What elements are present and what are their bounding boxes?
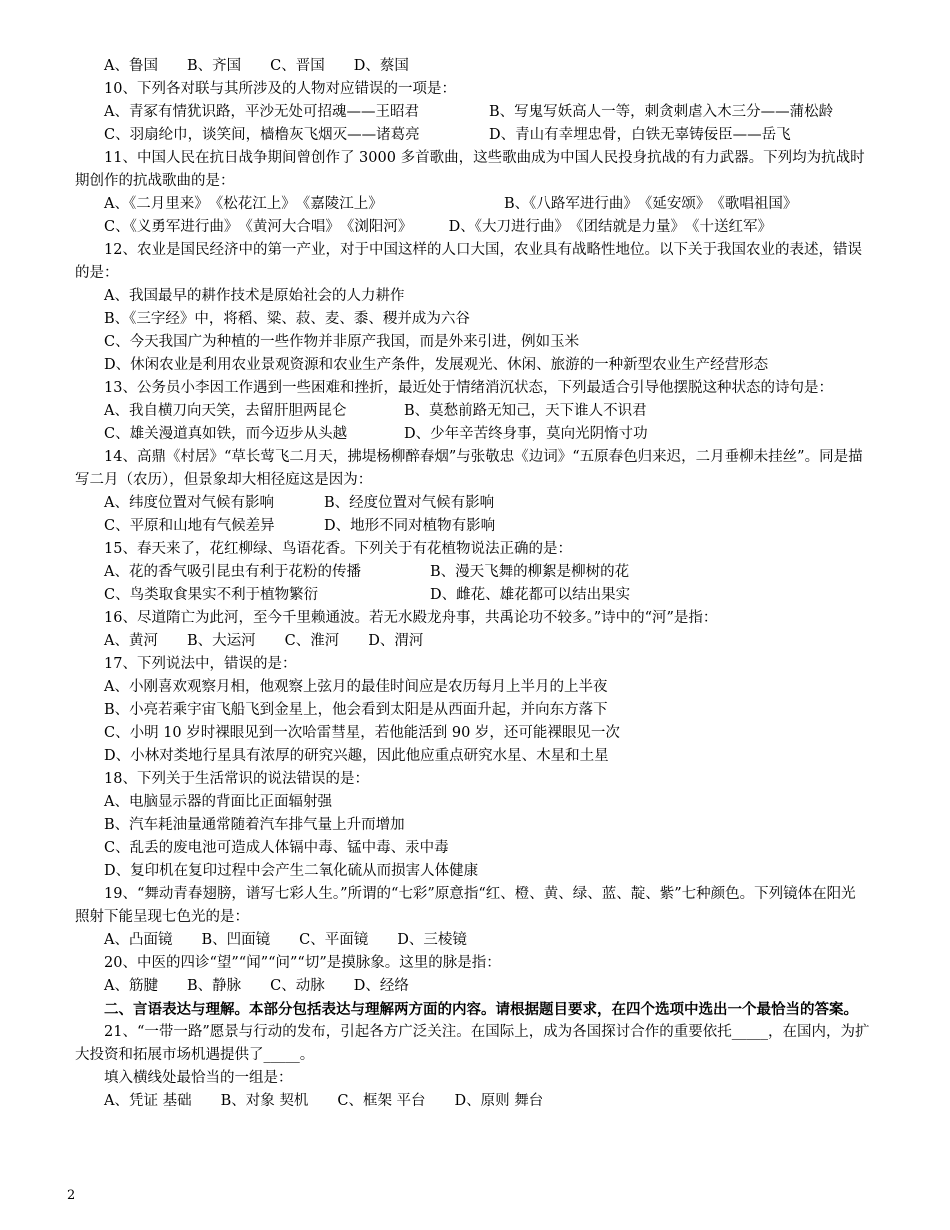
- q10-option-a: A、青冢有情犹识路，平沙无处可招魂——王昭君: [104, 104, 419, 120]
- q17-option-d: D、小林对类地行星具有浓厚的研究兴趣，因此他应重点研究水星、木星和土星: [104, 748, 609, 764]
- q14-options-row1: [75, 492, 870, 515]
- q17-option-b: B、小亮若乘宇宙飞船飞到金星上，他会看到太阳是从西面升起，并向东方落下: [104, 702, 608, 718]
- q12-option-d: D、休闲农业是利用农业景观资源和农业生产条件，发展观光、休闲、旅游的一种新型农业生产经营形态: [104, 357, 769, 373]
- q14-stem: 14、高鼎《村居》“草长莺飞二月天，拂堤杨柳醉春烟”与张敬忠《边词》“五原春色归来迟，二月垂柳未挂丝”。同是描写二月（农历），但景象却大相径庭这是因为：: [75, 449, 863, 488]
- q11-option-b: B、《八路军进行曲》 《延安颂》 《歌唱祖国》: [504, 196, 798, 212]
- q15-option-a: A、花的香气吸引昆虫有利于花粉的传播: [104, 564, 361, 580]
- q11-options-row1: [75, 193, 870, 216]
- q16-stem: 16、尽道隋亡为此河，至今千里赖通波。若无水殿龙舟事，共禹论功不较多。”诗中的“河”是指：: [104, 610, 718, 626]
- q10-options-row1: [75, 101, 870, 124]
- q12-option-a: A、我国最早的耕作技术是原始社会的人力耕作: [104, 288, 405, 304]
- q18-option-c: C、乱丢的废电池可造成人体镉中毒、锰中毒、汞中毒: [104, 840, 449, 856]
- q12-option-c: C、今天我国广为种植的一些作物并非原产我国，而是外来引进，例如玉米: [104, 334, 580, 350]
- q10-option-b: B、写鬼写妖高人一等，刺贪刺虐入木三分——蒲松龄: [489, 104, 834, 120]
- q11-stem: 11、中国人民在抗日战争期间曾创作了 3000 多首歌曲，这些歌曲成为中国人民投身抗战的有力武器。下列均为抗战时期创作的抗战歌曲的是：: [75, 150, 865, 189]
- q14-option-c: C、平原和山地有气候差异: [104, 518, 275, 534]
- q13-options-row1: [75, 400, 870, 423]
- q15-option-d: D、雌花、雄花都可以结出果实: [430, 587, 631, 603]
- q11-options-row2: C、《义勇军进行曲》 《黄河大合唱》 《浏阳河》 D、《大刀进行曲》 《团结就是力量》 《十送红军》: [104, 219, 772, 235]
- q17-option-c: C、小明 10 岁时裸眼见到一次哈雷彗星，若他能活到 90 岁，还可能裸眼见一次: [104, 725, 620, 741]
- q13-options-row2: [75, 423, 870, 446]
- section-two-heading: 二、言语表达与理解。本部分包括表达与理解两方面的内容。请根据题目要求，在四个选项中选出一个最恰当的答案。: [104, 1001, 858, 1018]
- q10-option-c: C、羽扇纶巾，谈笑间，樯橹灰飞烟灭——诸葛亮: [104, 127, 420, 143]
- q18-stem: 18、下列关于生活常识的说法错误的是：: [104, 771, 369, 787]
- q14-option-d: D、地形不同对植物有影响: [324, 518, 496, 534]
- q20-stem: 20、中医的四诊“望”“闻”“问”“切”是摸脉象。这里的脉是指：: [104, 955, 501, 971]
- q15-option-c: C、鸟类取食果实不利于植物繁衍: [104, 587, 319, 603]
- q10-options-row2: [75, 124, 870, 147]
- q21-instruction: 填入横线处最恰当的一组是：: [104, 1070, 293, 1086]
- q17-stem: 17、下列说法中，错误的是：: [104, 656, 297, 672]
- q16-options: A、黄河 B、大运河 C、淮河 D、渭河: [104, 633, 424, 649]
- q19-options: A、凸面镜 B、凹面镜 C、平面镜 D、三棱镜: [104, 932, 467, 948]
- q13-option-a: A、我自横刀向天笑，去留肝胆两昆仑: [104, 403, 347, 419]
- q11-option-a: A、《二月里来》 《松花江上》 《嘉陵江上》: [104, 196, 383, 212]
- q10-option-d: D、青山有幸埋忠骨，白铁无辜铸佞臣——岳飞: [489, 127, 791, 143]
- q15-stem: 15、春天来了，花红柳绿、鸟语花香。下列关于有花植物说法正确的是：: [104, 541, 572, 557]
- q18-option-d: D、复印机在复印过程中会产生二氧化硫从而损害人体健康: [104, 863, 479, 879]
- q21-options: A、凭证 基础 B、对象 契机 C、框架 平台 D、原则 舞台: [104, 1093, 544, 1109]
- q17-option-a: A、小刚喜欢观察月相，他观察上弦月的最佳时间应是农历每月上半月的上半夜: [104, 679, 608, 695]
- q10-stem: 10、下列各对联与其所涉及的人物对应错误的一项是：: [104, 81, 456, 97]
- q12-option-b: B、《三字经》中，将稻、粱、菽、麦、黍、稷并成为六谷: [104, 311, 470, 327]
- page-number: 2: [67, 1188, 76, 1203]
- q14-option-a: A、纬度位置对气候有影响: [104, 495, 274, 511]
- q15-options-row2: [75, 584, 870, 607]
- question-content: [75, 55, 870, 1113]
- q20-options: A、筋腱 B、静脉 C、动脉 D、经络: [104, 978, 409, 994]
- q14-options-row2: [75, 515, 870, 538]
- q19-stem: 19、“舞动青春翅膀，谱写七彩人生。”所谓的“七彩”原意指“红、橙、黄、绿、蓝、靛、紫”七种颜色。下列镜体在阳光照射下能呈现七色光的是：: [75, 886, 856, 925]
- q13-option-c: C、雄关漫道真如铁，而今迈步从头越: [104, 426, 348, 442]
- q15-option-b: B、漫天飞舞的柳絮是柳树的花: [430, 564, 630, 580]
- q12-stem: 12、农业是国民经济中的第一产业，对于中国这样的人口大国，农业具有战略性地位。以下关于我国农业的表述，错误的是：: [75, 242, 862, 281]
- q18-option-a: A、电脑显示器的背面比正面辐射强: [104, 794, 332, 810]
- q13-option-b: B、莫愁前路无知己，天下谁人不识君: [404, 403, 647, 419]
- q18-option-b: B、汽车耗油量通常随着汽车排气量上升而增加: [104, 817, 405, 833]
- q21-stem: 21、“一带一路”愿景与行动的发布，引起各方广泛关注。在国际上，成为各国探讨合作的重要依托_____，在国内，为扩大投资和拓展市场机遇提供了_____。: [75, 1024, 870, 1063]
- q15-options-row1: [75, 561, 870, 584]
- q14-option-b: B、经度位置对气候有影响: [324, 495, 495, 511]
- q13-stem: 13、公务员小李因工作遇到一些困难和挫折，最近处于情绪消沉状态，下列最适合引导他摆脱这种状态的诗句是：: [104, 380, 833, 396]
- q13-option-d: D、少年辛苦终身事，莫向光阴惰寸功: [404, 426, 648, 442]
- q9-options: A、鲁国 B、齐国 C、晋国 D、蔡国: [104, 58, 409, 74]
